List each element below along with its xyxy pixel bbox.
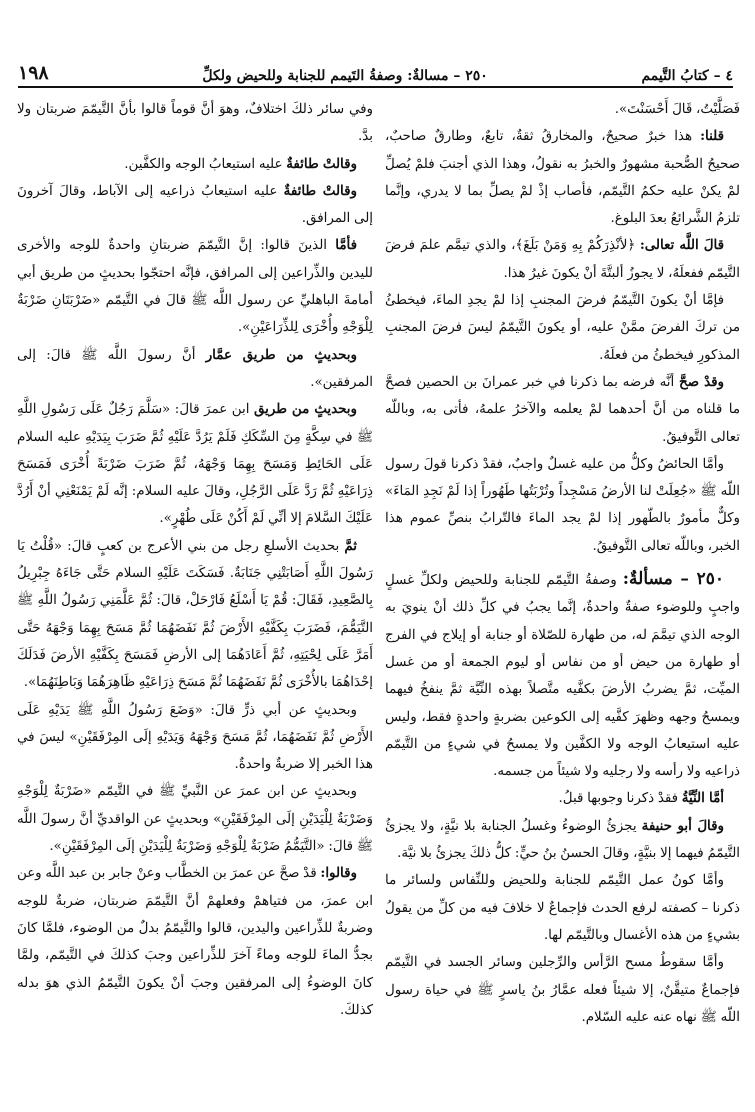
paragraph-text: هذا خبرٌ صحيحٌ، والمخارقُ ثقةٌ، تابعٌ، وطارقٌ صاحبٌ، صحيحُ الصُّحبة مشهورٌ والخبرُ به نقولُ، وهذا الذي أجنبَ فلمْ يُصلِّ لمْ يكنْ عليه حكمُ التَّيمّم، فأصاب إذْ لمْ يصلِّ بما لا يدري، وإنَّما تلزمُ الشَّرائعُ بعدَ البلوغ. <box>385 129 740 227</box>
paragraph-text: قدْ صحَّ عن عمرَ بن الخطَّاب وعنْ جابر بن عبد اللَّه وعن ابن عمرَ، من فتياهمْ وفعلهمْ أنَّ التَّيمّمَ ضربتان، ضربةٌ للوجه وضربةٌ للذِّراعين واليدين، قالوا والتَّيمّمُ بدلٌ من الوضوء، فلمَّا كانَ بجدُّ الماءَ للوجه وماءً آخرَ للذِّراعين وجبَ كذلكَ في التَّيمّم، ولمَّا كانَ الوضوءُ إلى المرفقين وجبَ أنْ يكونَ التَّيمّمُ الذي هوَ بدله كذلكَ. <box>17 866 373 1018</box>
lead-phrase: قالَ اللَّه تعالى: <box>639 237 724 254</box>
lead-phrase: وبحديثٍ من طريق عمَّار <box>205 346 357 363</box>
paragraph-text: وبحديثٍ عن ابن عمرَ عن النَّبيِّ ﷺ في التَّيمّم «ضَرْبَةٌ لِلْوَجْهِ وَضَرْبَةٌ لِلْيَدَيْنِ إلَى المِرْفَقَيْنِ» وبحديثٍ عن الواقديِّ أنَّ رسولَ اللَّه ﷺ قالَ: «التَّيَمُّمُ ضَرْبَةٌ لِلْوَجْهِ وَضَرْبَةٌ لِلْيَدَيْنِ إلَى المِرْفَقَيْنِ». <box>17 784 373 855</box>
header-rule <box>18 86 733 88</box>
lead-phrase: قلنا: <box>700 128 724 145</box>
paragraph <box>385 949 740 1031</box>
section-running-title: ٢٥٠ – مسالةٌ: وصفةُ التَيمم للجنابة وللحيض ولكلِّ <box>202 68 488 84</box>
paragraph-text: ﴿لأنْذِرَكُمْ بِهِ وَمَنْ بَلَغَ﴾، والذي تيمَّم علمَ فرضَ التَّيمّم ففعلَهُ، لا يجوزُ ألبتَّةَ أنْ يكونَ غيرُ هذا. <box>385 238 740 281</box>
paragraph-text: وأمَّا سقوطُ مسح الرَّأس والرِّجلين وسائر الجسد في التَّيمّم فإجماعٌ متيقَّنٌ، إلا شيئاً فعله عمَّارُ بنُ ياسرٍ ﷺ في حياة رسول اللّه ﷺ نهاه عنه عليه السّلام. <box>385 955 740 1025</box>
chapter-title: ٤ – كتابُ التَّيمم <box>641 68 733 84</box>
paragraph-text: أنَّه فرضه بما ذكرنا في خبر عمرانَ بن الحصين فصحَّ ما قلناه من أنَّ أحدهما لمْ يعلمه والآخرُ علمهُ، فأتى به، وباللّه تعالى التَّوفيقُ. <box>385 374 740 445</box>
right-column <box>385 96 740 1031</box>
paragraph-text: عليه استيعابُ الوجه والكفَّين. <box>124 156 287 172</box>
lead-phrase: وقالوا: <box>320 865 357 882</box>
paragraph <box>385 867 740 949</box>
paragraph <box>17 778 373 860</box>
paragraph <box>17 396 373 532</box>
paragraph <box>385 123 740 232</box>
paragraph <box>17 232 373 341</box>
paragraph-text: فإمَّا أنْ يكونَ التَّيمّمُ فرضَ المجنبِ إذا لمْ يجدِ الماءَ، فيخطئُ من تركَ الفرضَ ممَّنْ عليه، أو يكونَ التَّيمّمُ ليسَ فرضَ المجنبِ المذكورِ فيخطئُ من فعلَهُ. <box>385 293 740 363</box>
lead-phrase: وقدْ صحَّ <box>678 373 724 390</box>
lead-phrase: ثمَّ <box>344 537 357 554</box>
paragraph <box>385 813 740 868</box>
paragraph-text: يجزئُ الوضوءُ وغسلُ الجنابة بلا نيَّةٍ، ولا يجزئُ التَّيمّمُ فيهما إلا بنيَّةٍ، وقالَ الحسنُ بنُ حيٍّ: كلُّ ذلكَ يجزئُ بلا نيَّة. <box>385 818 740 862</box>
paragraph <box>385 232 740 287</box>
lead-phrase: وقالتْ طائفةٌ <box>286 155 357 172</box>
paragraph <box>17 860 373 1024</box>
paragraph <box>385 566 740 785</box>
paragraph-text: أنَّ رسولَ اللَّه ﷺ قالَ: إلى المرفقين». <box>17 347 373 390</box>
page-number: ١٩٨ <box>18 62 49 84</box>
paragraph-text: فَصَلَّيْتُ، قَالَ أَحْسَنْتَ». <box>614 102 740 117</box>
lead-phrase: وقالتْ طائفةٌ <box>283 182 357 199</box>
paragraph <box>17 697 373 779</box>
paragraph-text: وفي سائر ذلكَ اختلافٌ، وهوَ أنَّ قوماً قالوا بأنَّ التَّيمّمَ ضربتان ولا بدَّ. <box>17 102 373 145</box>
paragraph-text: وأمَّا الحائضُ وكلُّ من عليه غسلٌ واجبٌ، فقدْ ذكرنا قولَ رسول اللّه ﷺ «جُعِلَتْ لنا الأرضُ مَسْجِداً وتُرْبَتُها طَهُوراً إذا لَمْ نَجِدِ المَاءَ» وكلٌّ مأمورٌ بالطّهور إذا لمْ يجد الماءَ فالتّرابُ بنصِّ عموم هذا الخبر، وباللّه تعالى التَّوفيقُ. <box>385 456 740 554</box>
paragraph <box>17 533 373 697</box>
paragraph <box>17 151 373 178</box>
paragraph <box>385 369 740 451</box>
paragraph <box>385 451 740 560</box>
section-heading: ٢٥٠ – مسألةٌ: <box>622 569 724 590</box>
paragraph-text: بحديث الأسلعِ رجل من بني الأعرج بن كعبٍ قالَ: «قُلْتُ يَا رَسُولَ اللَّهِ أَصَابَتْنِي جَنَابَةٌ. فَسَكَتَ عَلَيْهِ السلام حَتَّى جَاءَهُ جِبْرِيلُ بِالصَّعِيدِ، فَقَالَ: قُمْ يَا أَسْلَعُ فَارْحَلْ، قالَ: ثُمَّ عَلَّمَنِي رَسُولُ اللَّهِ ﷺ التَّيَمُّمَ، فَضَرَبَ بِكَفَّيْهِ الأَرْضَ ثُمَّ نَفَضَهُمَا ثُمَّ مَسَحَ بِهِمَا وَجْهَهُ حَتَّى أَمَرَّ عَلَى لِحْيَتِهِ، ثُمَّ أَعَادَهُمَا إلى الأرضِ فَمَسَحَ بِكَفَّيْهِ الأرضَ فَدَلَكَ إحْدَاهُمَا بالأُخْرَى ثُمَّ نَفَضَهُمَا ثُمَّ مَسَحَ ذِرَاعَيْهِ ظَاهِرَهُمَا وَبَاطِنَهُمَا». <box>17 538 373 691</box>
left-column <box>17 96 373 1024</box>
paragraph-text: وصفةُ التَّيمّم للجنابة وللحيض ولكلِّ غسلٍ واجبٍ وللوضوء صفةٌ واحدةٌ، إنَّما يجبُ في كلِّ ذلك أنْ ينويَ به الوجه الذي تيمَّمَ له، من طهارة للصّلاة أو جنابة أو إيلاج في الفرج أو طهارة من حيض أو من نفاس أو ليوم الجمعة أو من غسل الميِّت، ثمَّ يضربُ الأرضَ بكفَّيه متَّصلاً بهذه النِّيَّة ثمَّ ينفخُ فيهما ويمسحُ وجهه وظهرَ كفَّيه إلى الكوعين بضربةٍ واحدةٍ فقط، وليس عليه استيعابُ الوجه ولا الكفَّين ولا يمسحُ في شيءٍ من التَّيمّم ذراعيه ولا رأسه ولا رجليه ولا شيئاً من جسمه. <box>385 573 740 780</box>
lead-phrase: فأمَّا <box>335 237 357 254</box>
paragraph-text: فقدْ ذكرنا وجوبها قبلُ. <box>558 791 682 807</box>
lead-phrase: وبحديثٍ من طريق <box>254 401 357 418</box>
lead-phrase: وقالَ أبو حنيفة <box>641 817 724 834</box>
paragraph-text: وبحديثٍ عن أبي ذرٍّ قالَ: «وَضَعَ رَسُولُ اللَّهِ ﷺ يَدَيْهِ عَلَى الأَرْضِ ثُمَّ نَفَضَهُمَا، ثُمَّ مَسَحَ وَجْهَهُ وَيَدَيْهِ إلَى المِرْفَقَيْنِ» ليسَ في هذا الخبر إلا ضربةٌ واحدةٌ. <box>17 702 373 773</box>
paragraph-text: ابن عمرَ قالَ: «سَلَّمَ رَجُلٌ عَلَى رَسُولِ اللَّهِ ﷺ في سِكَّةٍ مِنَ السِّكَكِ فَلَمْ يَرُدَّ عَلَيْهِ ثُمَّ ضَرَبَ بِيَدَيْهِ عليه السلام عَلَى الحَائِطِ وَمَسَحَ بِهِمَا وَجْهَهُ، ثُمَّ ضَرَبَ ضَرْبَةً أُخْرَى فَمَسَحَ ذِرَاعَيْهِ ثُمَّ رَدَّ عَلَى الرَّجُلِ، وقالَ عليه السلام: إنَّه لَمْ يَمْنَعْنِي أنْ أَرُدَّ عَلَيْكَ السَّلامَ إلا أنِّي لَمْ أَكُنْ عَلَى طُهْرٍ». <box>17 402 373 527</box>
paragraph-text: الذينَ قالوا: إنَّ التَّيمّمَ ضربتانِ واحدةٌ للوجه والأخرى لليدين والذِّراعين إلى المرافق، فإنَّه احتجّوا بحديثٍ من طريق أبي أمامةَ الباهليِّ عن رسول اللَّه ﷺ قالَ في التَّيمّم «ضَرْبَتَانِ ضَرْبَةٌ لِلْوَجْهِ وأُخْرَى لِلذِّرَاعَيْنِ». <box>17 238 373 336</box>
paragraph <box>17 178 373 233</box>
paragraph <box>17 96 373 151</box>
paragraph-text: وأمَّا كونُ عمل التَّيمّم للجنابة وللحيض وللنِّفاس ولسائر ما ذكرنا – كصفته لرفع الحدث فإجماعٌ لا خلافَ فيه من كلِّ من يقولُ بشيءٍ من هذه الأغسال وبالتَّيمّم لها. <box>385 873 740 943</box>
running-header <box>18 58 733 84</box>
paragraph <box>17 342 373 397</box>
paragraph-text: عليه استيعابُ ذراعيه إلى الآباط، وقالَ آخرونَ إلى المرافق. <box>17 183 373 227</box>
paragraph <box>385 287 740 369</box>
lead-phrase: أمَّا النِّيَّةُ <box>681 790 724 807</box>
paragraph <box>385 96 740 123</box>
paragraph <box>385 785 740 812</box>
